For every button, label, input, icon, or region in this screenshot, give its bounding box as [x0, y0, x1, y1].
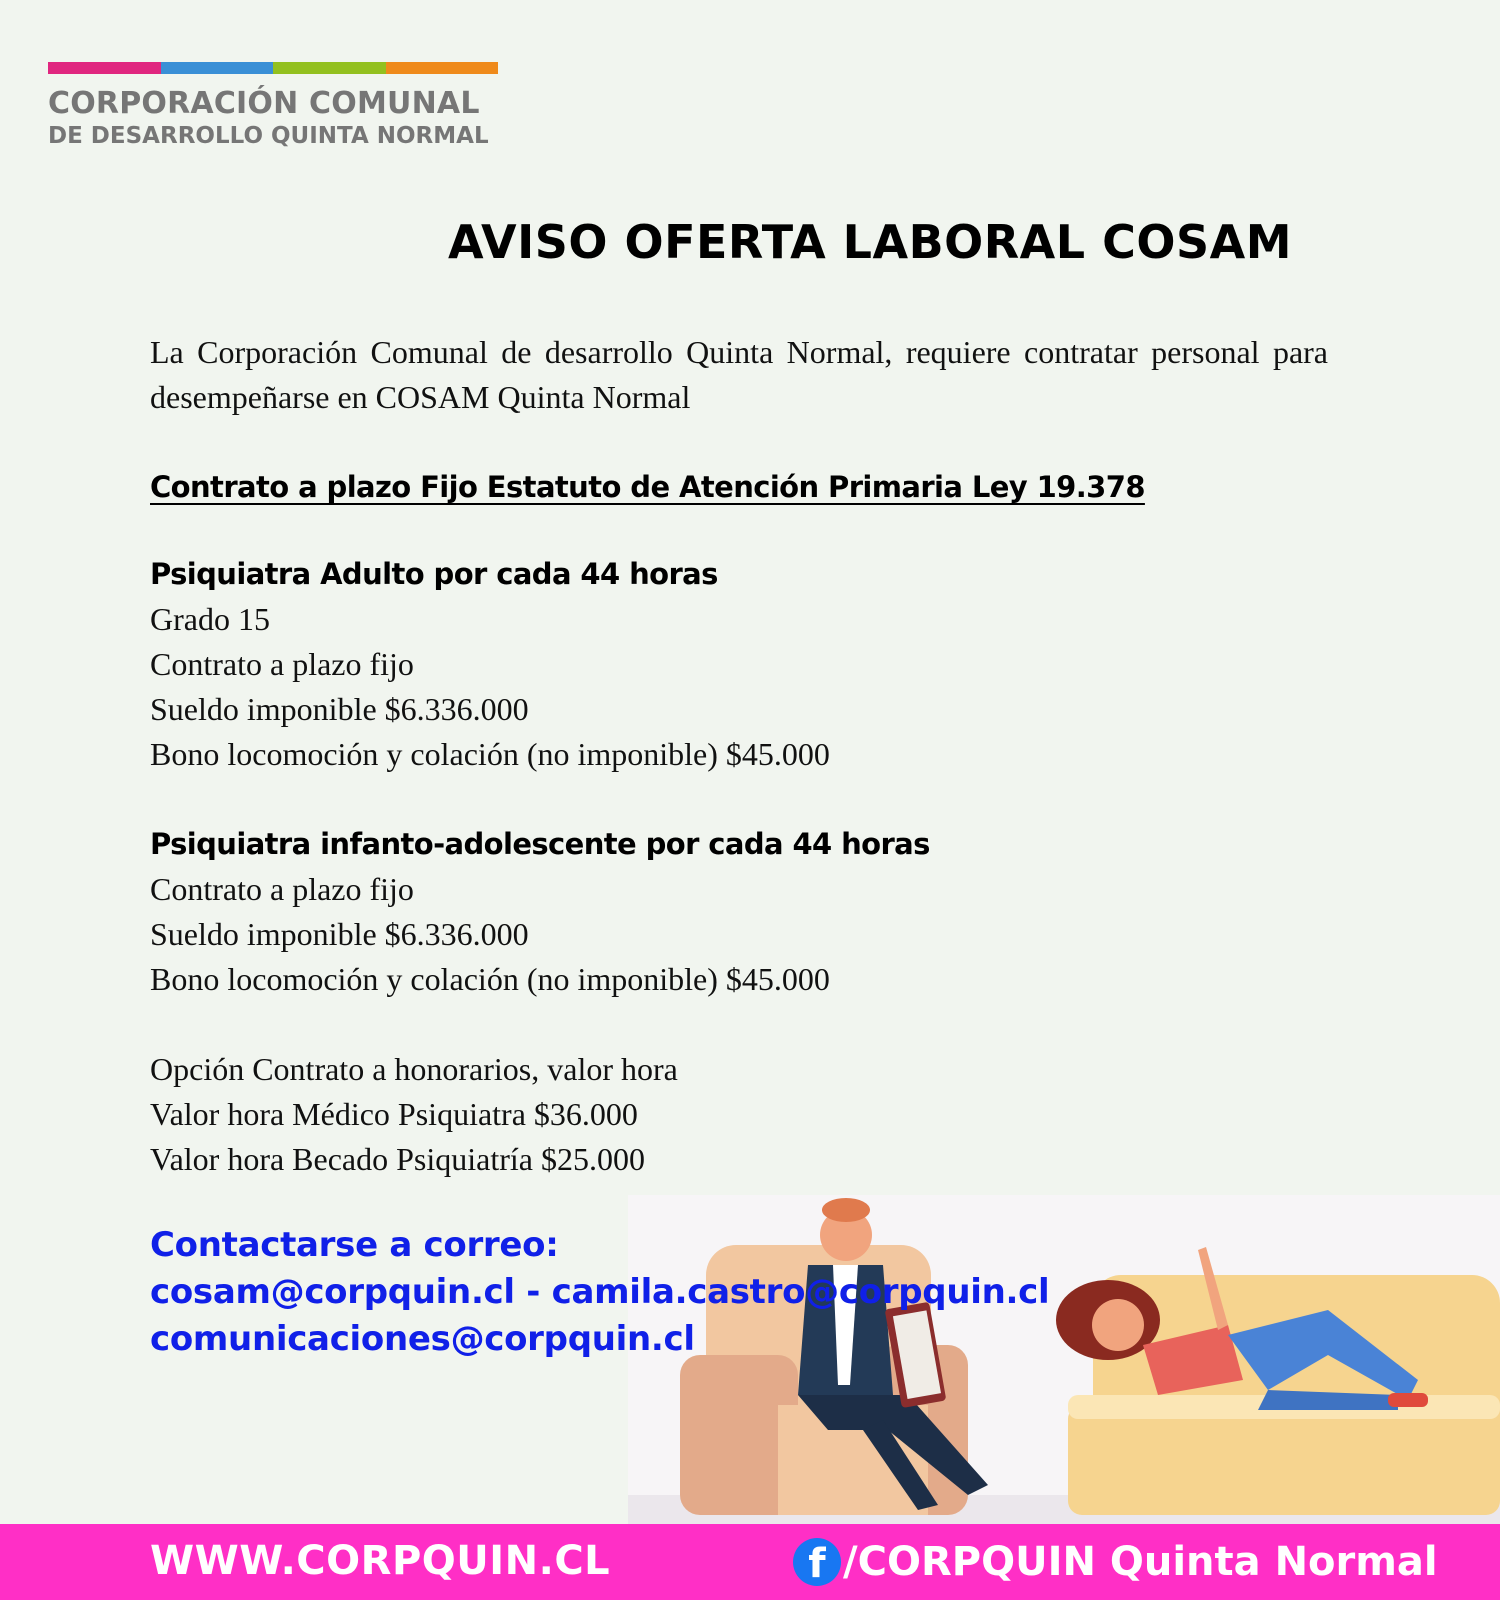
honorarios-line: Opción Contrato a honorarios, valor hora [150, 1051, 678, 1087]
facebook-link[interactable] [793, 1538, 1438, 1586]
honorarios-line: Valor hora Médico Psiquiatra $36.000 [150, 1096, 638, 1132]
intro-paragraph: La Corporación Comunal de desarrollo Quinta Normal, requiere contratar personal para desempeñarse en COSAM Quinta Normal [150, 334, 1328, 415]
position-child-heading: Psiquiatra infanto-adolescente por cada 44 horas [150, 827, 930, 861]
logo-bar-green [273, 62, 386, 74]
position-adult-line: Contrato a plazo fijo [150, 646, 414, 682]
contract-heading: Contrato a plazo Fijo Estatuto de Atención Primaria Ley 19.378 [150, 470, 1145, 504]
position-child-line: Bono locomoción y colación (no imponible) $45.000 [150, 961, 830, 997]
contact-email-line[interactable]: cosam@corpquin.cl - camila.castro@corpquin.cl [150, 1272, 1050, 1312]
position-child-line: Contrato a plazo fijo [150, 871, 414, 907]
main-content [150, 330, 1328, 1182]
position-adult-line: Bono locomoción y colación (no imponible) $45.000 [150, 736, 830, 772]
logo-bar-pink [48, 62, 161, 74]
logo-bar-blue [161, 62, 274, 74]
honorarios-line: Valor hora Becado Psiquiatría $25.000 [150, 1141, 645, 1177]
position-adult-line: Sueldo imponible $6.336.000 [150, 691, 529, 727]
website-link[interactable]: WWW.CORPQUIN.CL [150, 1538, 611, 1584]
facebook-icon: f [793, 1538, 841, 1586]
logo-line1: CORPORACIÓN COMUNAL [48, 86, 480, 121]
page-title: AVISO OFERTA LABORAL COSAM [448, 215, 1292, 269]
position-child-line: Sueldo imponible $6.336.000 [150, 916, 529, 952]
corporation-logo [48, 62, 498, 149]
facebook-handle[interactable]: /CORPQUIN Quinta Normal [843, 1539, 1438, 1585]
contact-block [150, 1222, 1049, 1363]
position-adult-heading: Psiquiatra Adulto por cada 44 horas [150, 557, 718, 591]
logo-color-bars [48, 62, 498, 74]
contact-label: Contactarse a correo: [150, 1225, 559, 1265]
position-adult-line: Grado 15 [150, 601, 270, 637]
logo-bar-orange [386, 62, 499, 74]
contact-email-line[interactable]: comunicaciones@corpquin.cl [150, 1319, 695, 1359]
footer-bar [0, 1524, 1500, 1600]
logo-line2: DE DESARROLLO QUINTA NORMAL [48, 123, 489, 149]
